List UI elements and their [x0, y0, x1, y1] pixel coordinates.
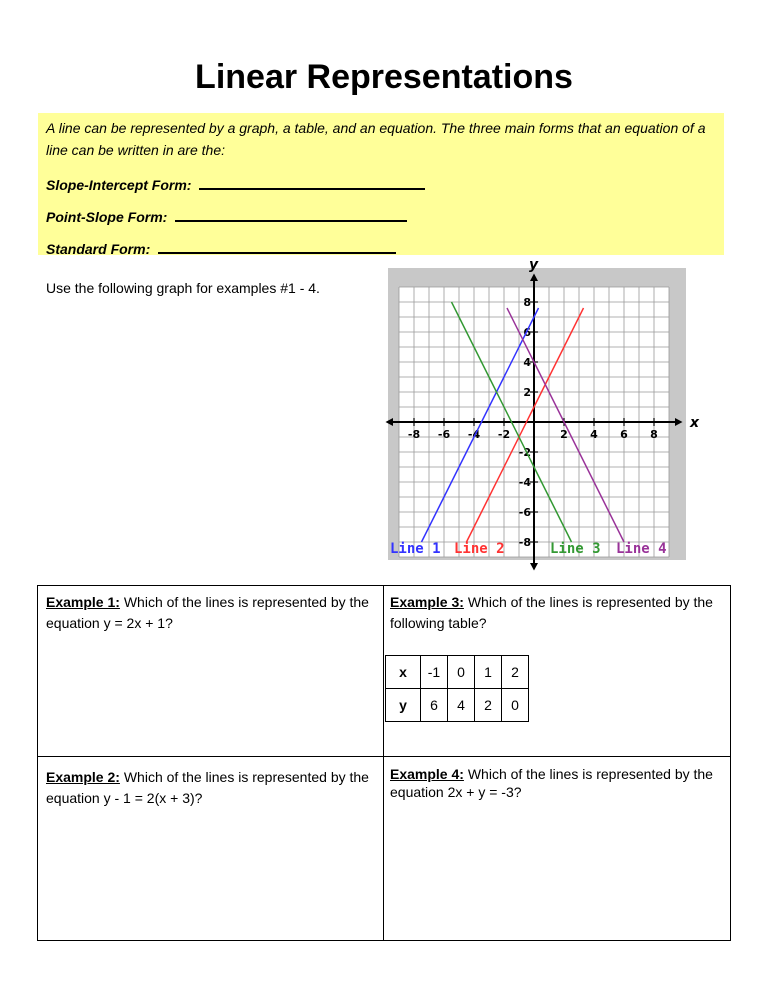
example-2	[46, 767, 376, 809]
table-cell: 0	[448, 656, 475, 689]
x-tick-label: 8	[650, 428, 658, 441]
lines-graph	[388, 257, 700, 560]
example-label: Example 2:	[46, 769, 120, 785]
x-header: x	[386, 656, 421, 689]
example-3	[390, 592, 720, 634]
y-tick-label: -2	[518, 446, 531, 459]
y-axis-label: y	[529, 257, 539, 273]
example-question: Which of the lines is represented by the equation y = 2x + 1?	[46, 594, 369, 631]
y-header: y	[386, 689, 421, 722]
example-label: Example 4:	[390, 766, 464, 782]
table-row	[386, 656, 529, 689]
table-cell: 0	[502, 689, 529, 722]
table-cell: 6	[421, 689, 448, 722]
table-divider	[38, 756, 730, 757]
legend-entry: Line 3	[550, 541, 601, 557]
x-tick-label: 2	[560, 428, 568, 441]
table-cell: 1	[475, 656, 502, 689]
table-cell: 2	[502, 656, 529, 689]
x-tick-label: 4	[590, 428, 598, 441]
examples-table	[37, 585, 731, 941]
form-label: Slope-Intercept Form:	[46, 177, 192, 193]
y-tick-label: 2	[523, 386, 531, 399]
answer-blank	[158, 238, 396, 254]
example-4	[390, 765, 720, 801]
y-tick-label: 8	[523, 296, 531, 309]
y-tick-label: 6	[523, 326, 531, 339]
example-label: Example 1:	[46, 594, 120, 610]
table-cell: 2	[475, 689, 502, 722]
point-slope-form	[46, 206, 407, 225]
form-label: Standard Form:	[46, 241, 151, 257]
example-label: Example 3:	[390, 594, 464, 610]
legend-entry: Line 2	[454, 541, 505, 557]
y-tick-label: 4	[523, 356, 531, 369]
page-title: Linear Representations	[195, 58, 573, 96]
answer-blank	[199, 174, 425, 190]
answer-blank	[175, 206, 407, 222]
y-tick-label: -6	[518, 506, 531, 519]
table-cell: -1	[421, 656, 448, 689]
intro-text: A line can be represented by a graph, a table, and an equation. The three main forms that an equation of a line can be written in are the:	[46, 120, 706, 158]
x-tick-label: -6	[437, 428, 451, 441]
x-axis-label: x	[690, 415, 700, 431]
table-cell: 4	[448, 689, 475, 722]
graph-instructions: Use the following graph for examples #1 - 4.	[46, 280, 320, 296]
example-question: Which of the lines is represented by the following table?	[390, 594, 713, 631]
example-question: Which of the lines is represented by the equation 2x + y = -3?	[390, 766, 713, 800]
example-question: Which of the lines is represented by the equation y - 1 = 2(x + 3)?	[46, 769, 369, 806]
slope-intercept-form	[46, 174, 425, 193]
y-axis-arrow	[530, 563, 538, 571]
x-tick-label: -2	[497, 428, 511, 441]
y-tick-label: -8	[518, 536, 531, 549]
example-1	[46, 592, 376, 634]
x-tick-label: -8	[407, 428, 421, 441]
form-label: Point-Slope Form:	[46, 209, 168, 225]
legend-entry: Line 1	[390, 541, 441, 557]
y-tick-label: -4	[518, 476, 531, 489]
table-row	[386, 689, 529, 722]
table-divider	[383, 586, 384, 940]
xy-value-table	[385, 655, 529, 722]
legend-entry: Line 4	[616, 541, 667, 557]
x-tick-label: -4	[467, 428, 481, 441]
standard-form	[46, 238, 396, 257]
x-tick-label: 6	[620, 428, 628, 441]
